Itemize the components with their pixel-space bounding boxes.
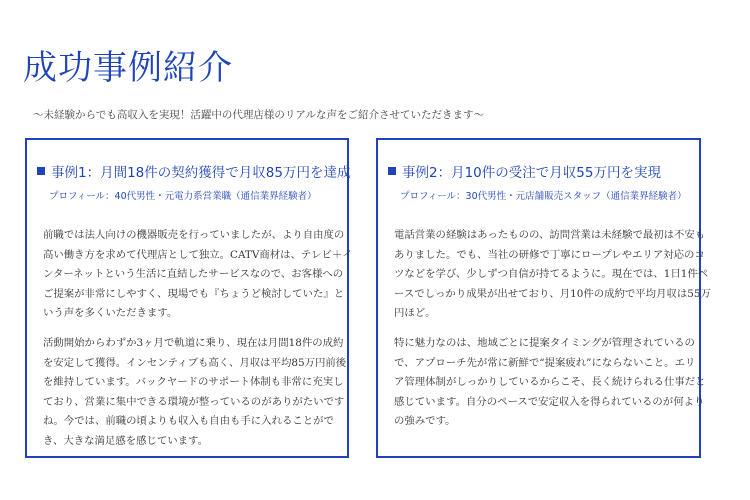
text-line: ね。今では、前職の頃よりも収入も自由も手に入れることがで bbox=[43, 415, 334, 428]
case-paragraph bbox=[43, 226, 353, 324]
case-heading bbox=[388, 163, 661, 183]
text-line: で、アプローチ先が常に新鮮で“提案疲れ”にならないこと。エリ bbox=[394, 356, 696, 369]
text-line: 活動開始からわずか3ヶ月で軌道に乗り、現在は月間18件の成約 bbox=[43, 336, 344, 349]
text-line: 高い働き方を求めて代理店として独立。CATV商材は、テレビ＋イ bbox=[43, 248, 353, 261]
square-bullet-icon bbox=[37, 167, 45, 175]
text-line: 円ほど。 bbox=[394, 307, 436, 320]
square-bullet-icon bbox=[388, 167, 396, 175]
page-subtitle: 〜未経験からでも高収入を実現！活躍中の代理店様のリアルな声をご紹介させていただきます〜 bbox=[33, 109, 484, 121]
text-line: 感じています。自分のペースで安定収入を得られているのが何より bbox=[394, 395, 705, 408]
text-line: の強みです。 bbox=[394, 415, 456, 428]
case-heading bbox=[37, 163, 350, 183]
case-card-1 bbox=[25, 138, 353, 458]
case-heading-text: 事例2：月10件の受注で月収55万円を実現 bbox=[402, 165, 661, 181]
text-line: き、大きな満足感を感じています。 bbox=[43, 434, 209, 447]
text-line: 電話営業の経験はあったものの、訪問営業は未経験で最初は不安も bbox=[394, 229, 706, 241]
text-line: ご提案が非常にしやすく、現場でも『ちょうど検討していた』と bbox=[43, 287, 345, 300]
case-body bbox=[43, 226, 353, 462]
case-heading-text: 事例1：月間18件の契約獲得で月収85万円を達成 bbox=[51, 165, 351, 181]
text-line: ており、営業に集中できる環境が整っているのがありがたいです bbox=[43, 395, 345, 408]
case-profile: プロフィール：30代男性・元店舗販売スタッフ（通信業界経験者） bbox=[400, 191, 687, 202]
case-profile: プロフィール：40代男性・元電力系営業職（通信業界経験者） bbox=[49, 191, 317, 202]
text-line: ンターネットという生活に直結したサービスなので、お客様への bbox=[43, 268, 344, 281]
text-line: を維持しています。バックヤードのサポート体制も非常に充実し bbox=[43, 376, 344, 389]
text-line: 前職では法人向けの機器販売を行っていましたが、より自由度の bbox=[43, 229, 345, 241]
text-line: ースでしっかり成果が出せており、月10件の成約で平均月収は55万 bbox=[394, 287, 711, 300]
case-paragraph bbox=[394, 226, 711, 324]
text-line: ツなどを学び、少しずつ自信が持てるように。現在では、1日1件ペ bbox=[394, 268, 709, 281]
case-paragraph bbox=[394, 334, 706, 432]
text-line: いう声を多くいただきます。 bbox=[43, 307, 178, 320]
case-body bbox=[394, 226, 711, 442]
text-line: ありました。でも、当社の研修で丁寧にロープレやエリア対応のコ bbox=[394, 248, 705, 261]
case-paragraph bbox=[43, 334, 347, 452]
case-card-2 bbox=[376, 138, 711, 458]
text-line: ア管理体制がしっかりしているからこそ、長く続けられる仕事だと bbox=[394, 376, 706, 389]
text-line: を安定して獲得。インセンティブも高く、月収は平均85万円前後 bbox=[43, 356, 347, 369]
page-title: 成功事例紹介 bbox=[23, 48, 233, 88]
text-line: 特に魅力なのは、地域ごとに提案タイミングが管理されているの bbox=[394, 336, 695, 349]
